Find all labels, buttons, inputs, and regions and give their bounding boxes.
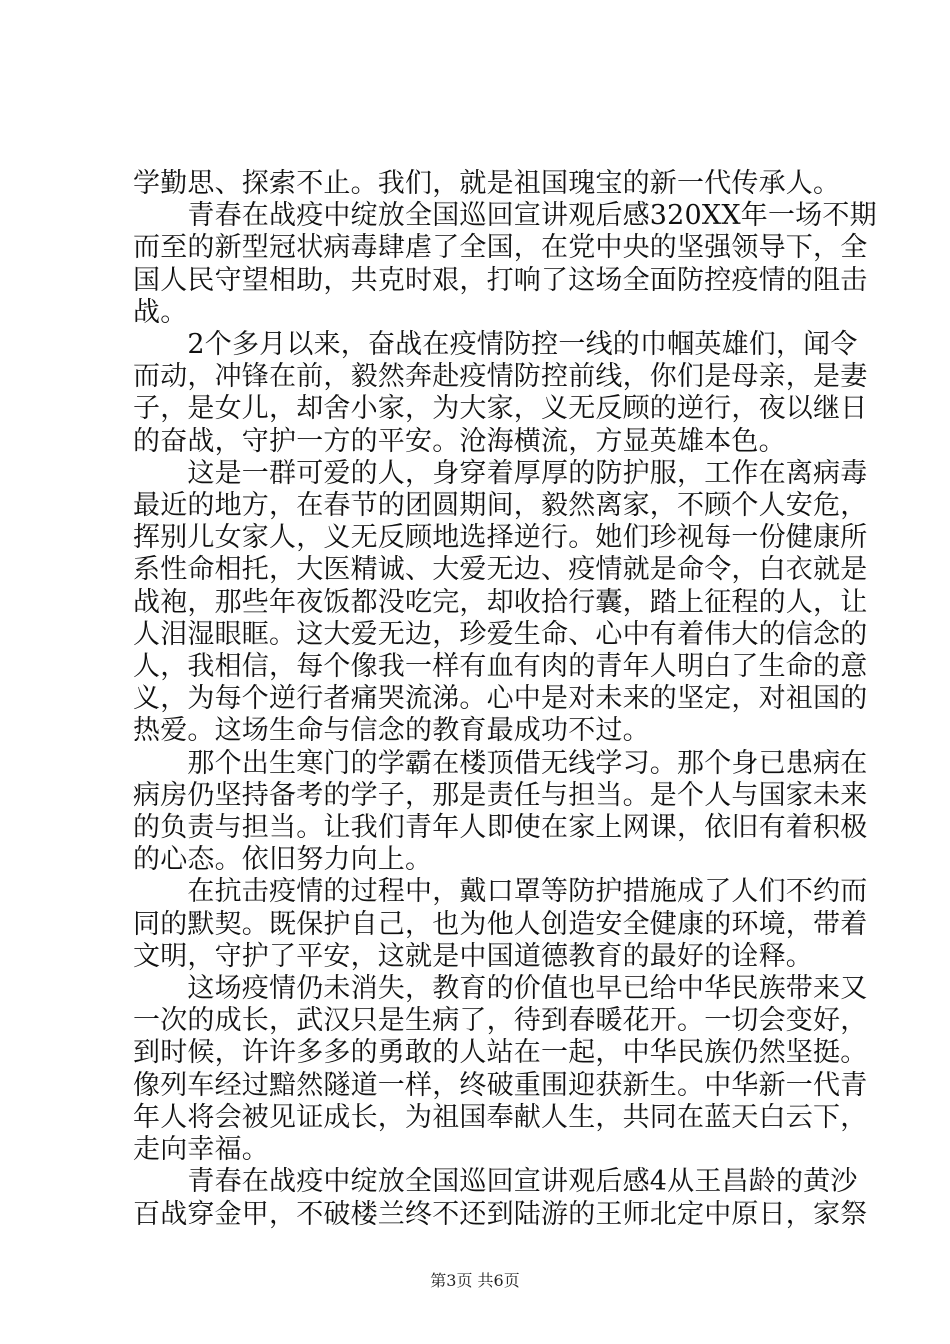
text-line: 青春在战疫中绽放全国巡回宣讲观后感4从王昌龄的黄沙 (133, 1166, 858, 1198)
text-line: 而动，冲锋在前，毅然奔赴疫情防控前线，你们是母亲，是妻 (133, 361, 868, 393)
text-line: 最近的地方，在春节的团圆期间，毅然离家，不顾个人安危， (133, 490, 868, 522)
text-line: 青春在战疫中绽放全国巡回宣讲观后感320XX年一场不期 (133, 200, 877, 232)
text-line: 系性命相托，大医精诚、大爱无边、疫情就是命令，白衣就是 (133, 554, 868, 586)
text-line: 热爱。这场生命与信念的教育最成功不过。 (133, 715, 650, 747)
text-line: 年人将会被见证成长，为祖国奉献人生，共同在蓝天白云下， (133, 1101, 868, 1133)
text-line: 在抗击疫情的过程中，戴口罩等防护措施成了人们不约而 (133, 876, 868, 908)
text-line: 那个出生寒门的学霸在楼顶借无线学习。那个身已患病在 (133, 747, 868, 779)
text-line: 学勤思、探索不止。我们，就是祖国瑰宝的新一代传承人。 (133, 168, 841, 199)
text-line: 义，为每个逆行者痛哭流涕。心中是对未来的坚定，对祖国的 (133, 683, 868, 715)
text-line: 走向幸福。 (133, 1134, 269, 1166)
text-line: 2个多月以来，奋战在疫情防控一线的巾帼英雄们，闻令 (133, 329, 858, 361)
text-line: 这是一群可爱的人，身穿着厚厚的防护服，工作在离病毒 (133, 457, 868, 489)
text-line: 病房仍坚持备考的学子，那是责任与担当。是个人与国家未来 (133, 779, 868, 811)
text-line: 战。 (133, 296, 188, 328)
text-line: 挥别儿女家人，义无反顾地选择逆行。她们珍视每一份健康所 (133, 522, 868, 554)
text-line: 像列车经过黯然隧道一样，终破重围迎获新生。中华新一代青 (133, 1069, 868, 1101)
text-line: 同的默契。既保护自己，也为他人创造安全健康的环境，带着 (133, 908, 868, 940)
text-line: 人泪湿眼眶。这大爱无边，珍爱生命、心中有着伟大的信念的 (133, 618, 868, 650)
text-line: 百战穿金甲，不破楼兰终不还到陆游的王师北定中原日，家祭 (133, 1198, 868, 1230)
text-line: 子，是女儿，却舍小家，为大家，义无反顾的逆行，夜以继日 (133, 393, 868, 425)
text-line: 国人民守望相助，共克时艰，打响了这场全面防控疫情的阻击 (133, 264, 868, 296)
page-number-footer: 第3页 共6页 (430, 1271, 520, 1290)
text-line: 到时候，许许多多的勇敢的人站在一起，中华民族仍然坚挺。 (133, 1037, 868, 1069)
text-line: 这场疫情仍未消失，教育的价值也早已给中华民族带来又 (133, 973, 868, 1005)
text-line: 的奋战，守护一方的平安。沧海横流，方显英雄本色。 (133, 425, 786, 457)
text-line: 的负责与担当。让我们青年人即使在家上网课，依旧有着积极 (133, 812, 868, 844)
text-line: 人，我相信，每个像我一样有血有肉的青年人明白了生命的意 (133, 651, 868, 683)
document-body (133, 168, 877, 1231)
text-line: 战袍，那些年夜饭都没吃完，却收拾行囊，踏上征程的人，让 (133, 586, 868, 618)
text-line: 而至的新型冠状病毒肆虐了全国，在党中央的坚强领导下，全 (133, 232, 868, 264)
text-line: 一次的成长，武汉只是生病了，待到春暖花开。一切会变好， (133, 1005, 868, 1037)
text-line: 文明，守护了平安，这就是中国道德教育的最好的诠释。 (133, 940, 813, 972)
text-line: 的心态。依旧努力向上。 (133, 844, 433, 876)
